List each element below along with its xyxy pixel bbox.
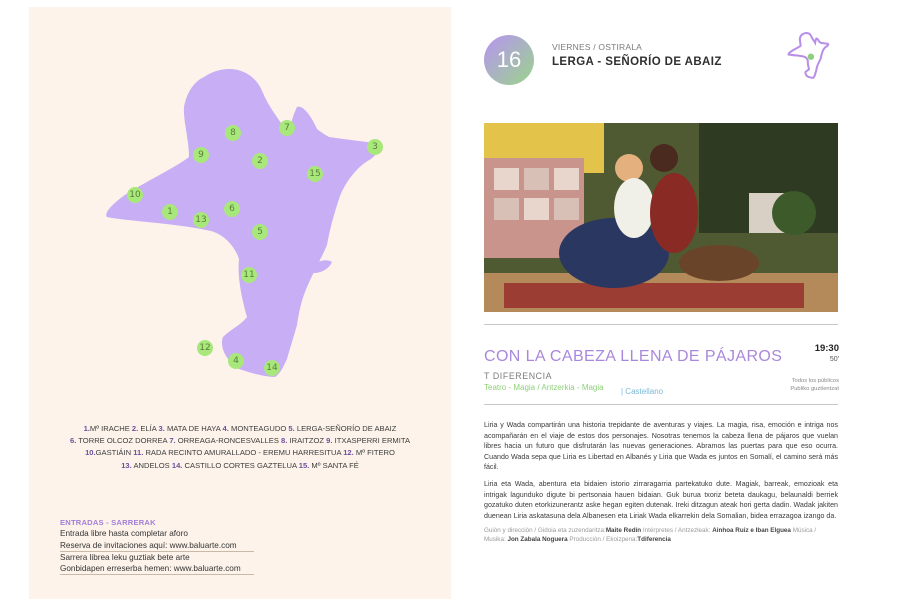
mini-map-location-dot (808, 54, 814, 60)
credit-value: Maite Redín (605, 527, 642, 534)
legend-line (29, 447, 451, 459)
map-marker: 4 (228, 353, 244, 369)
credit-label: Guión y dirección / Gidoia eta zuzendaritza: (484, 527, 606, 534)
event-number-badge: 16 (484, 35, 534, 85)
map-marker: 10 (127, 187, 143, 203)
map-marker: 14 (264, 360, 280, 376)
map-marker: 6 (224, 201, 240, 217)
legend-number: 12. (343, 448, 354, 458)
map-marker: 13 (193, 212, 209, 228)
show-language: | Castellano (621, 387, 664, 396)
legend-venue: ELÍA (138, 424, 159, 433)
map-marker: 5 (252, 224, 268, 240)
divider (484, 324, 838, 325)
legend-venue: ANDELOS (131, 460, 172, 470)
show-time: 19:30 (814, 343, 839, 354)
legend-number: 9. (326, 436, 333, 446)
tickets-heading: ENTRADAS - SARRERAK (60, 518, 156, 527)
map-marker: 7 (279, 120, 295, 136)
tickets-info (60, 517, 300, 575)
legend-line (29, 460, 451, 472)
map-marker: 15 (307, 166, 323, 182)
event-photo (484, 123, 838, 312)
legend-number: 6. (69, 436, 77, 446)
legend-venue: GASTIÁIN (95, 448, 134, 458)
legend-venue: IRAITZOZ (287, 436, 327, 446)
credit-label: Producción / Ekoizpena: (567, 536, 638, 543)
tickets-line-free-entry: Entrada libre hasta completar aforo (60, 529, 188, 539)
event-venue: LERGA - SEÑORÍO DE ABAIZ (552, 56, 722, 68)
legend-number: 15. (298, 460, 310, 470)
map-markers (29, 7, 451, 599)
legend-line (29, 435, 451, 447)
audience-es: Todos los públicos (791, 378, 839, 384)
show-title: CON LA CABEZA LLENA DE PÁJAROS (484, 348, 783, 365)
description-basque: Liria eta Wada, abentura eta bidaien istorio zirraragarria partekatuko dute. Magiak, barreak, emozioak eta intrigak lagunduko digute bi pertsonaia hauen bidaian. Guk burua txoriz beteta daukagu, belaunaldi berriek gozatuko duten etorkizunerantz aske hegan egiten dutenak. Ireki ditzagun ateak hori gerta dadin. Wadak jakiten duenean Liria askatasuna dela Albanesen eta Liriak Wada elkarrekin dela Somalian, bidea errazagoa izango da. (484, 480, 838, 520)
legend-venue: ITXASPERRI ERMITA (332, 436, 411, 446)
legend-number: 4. (222, 424, 229, 433)
legend-venue: CASTILLO CORTES GAZTELUA (182, 460, 299, 470)
map-panel (29, 7, 451, 599)
show-genre: Teatro - Magia / Antzerkia - Magia (484, 383, 604, 392)
credit-label: Intérpretes / Antzezleak: (642, 527, 711, 534)
map-marker: 3 (367, 139, 383, 155)
legend-number: 13. (121, 460, 132, 470)
divider (484, 404, 838, 405)
map-marker: 8 (225, 125, 241, 141)
map-marker: 9 (193, 147, 209, 163)
map-marker: 1 (162, 204, 178, 220)
tickets-line-free-entry-eu: Sarrera librea leku guztiak bete arte (60, 552, 190, 562)
tickets-reservation-link-eu[interactable]: Gonbidapen erreserba hemen: www.baluarte.com (60, 563, 254, 575)
legend-venue: Mº FITERO (353, 448, 395, 458)
legend-number: 1. (83, 424, 90, 433)
legend-number: 3. (158, 424, 165, 433)
legend-venue: RADA RECINTO AMURALLADO - EREMU HARRESITUA (143, 448, 344, 458)
venue-legend (29, 423, 451, 472)
map-marker: 12 (197, 340, 213, 356)
credit-value: Ainhoa Ruiz e Iban Elguea (712, 527, 791, 534)
legend-line (29, 423, 451, 435)
mini-map-icon (776, 24, 840, 88)
show-duration: 50' (829, 356, 839, 363)
legend-venue: Mº SANTA FÉ (309, 460, 359, 470)
tickets-reservation-link[interactable]: Reserva de invitaciones aquí: www.baluarte.com (60, 540, 254, 552)
credit-label: Música / Musika: (484, 527, 817, 543)
legend-number: 11. (133, 448, 144, 458)
company-name: T DIFERENCIA (484, 371, 553, 381)
credits (484, 526, 838, 544)
legend-number: 10. (85, 448, 96, 458)
credit-value: Tdiferencia (637, 536, 671, 543)
map-marker: 11 (241, 267, 257, 283)
map-marker: 2 (252, 153, 268, 169)
legend-number: 14. (171, 460, 183, 470)
legend-venue: MONTEAGUDO (228, 424, 289, 433)
legend-number: 2. (131, 424, 139, 433)
event-day: VIERNES / OSTIRALA (552, 42, 643, 52)
audience-info (730, 377, 839, 393)
legend-venue: MATA DE HAYA (164, 424, 223, 433)
legend-venue: Mº IRACHE (89, 424, 132, 433)
legend-number: 5. (288, 424, 295, 433)
legend-venue: LERGA-SEÑORÍO DE ABAIZ (294, 424, 397, 433)
audience-eu: Publiko guztientzat (790, 386, 839, 392)
description-spanish: Liria y Wada compartirán una historia trepidante de aventuras y viajes. La magia, risa, emoción e intriga nos acompañarán en el viaje de estos dos personajes. Nosotras tenemos la cabeza llena de pájaros que vuelan libres hacia un futuro que disfrutarán las nuevas generaciones. Abramos las puertas para que eso ocurra. Cuando Wada sepa que Liria es Libertad en Albanés y Liria que Wada es juntos en Somalí, el camino será más fácil. (484, 421, 838, 472)
credit-value: Jon Zabala Noguera (507, 536, 568, 543)
legend-number: 7. (169, 436, 176, 446)
legend-number: 8. (281, 436, 288, 446)
legend-venue: ORREAGA-RONCESVALLES (175, 436, 282, 446)
legend-venue: TORRE OLCOZ DORREA (76, 436, 170, 446)
